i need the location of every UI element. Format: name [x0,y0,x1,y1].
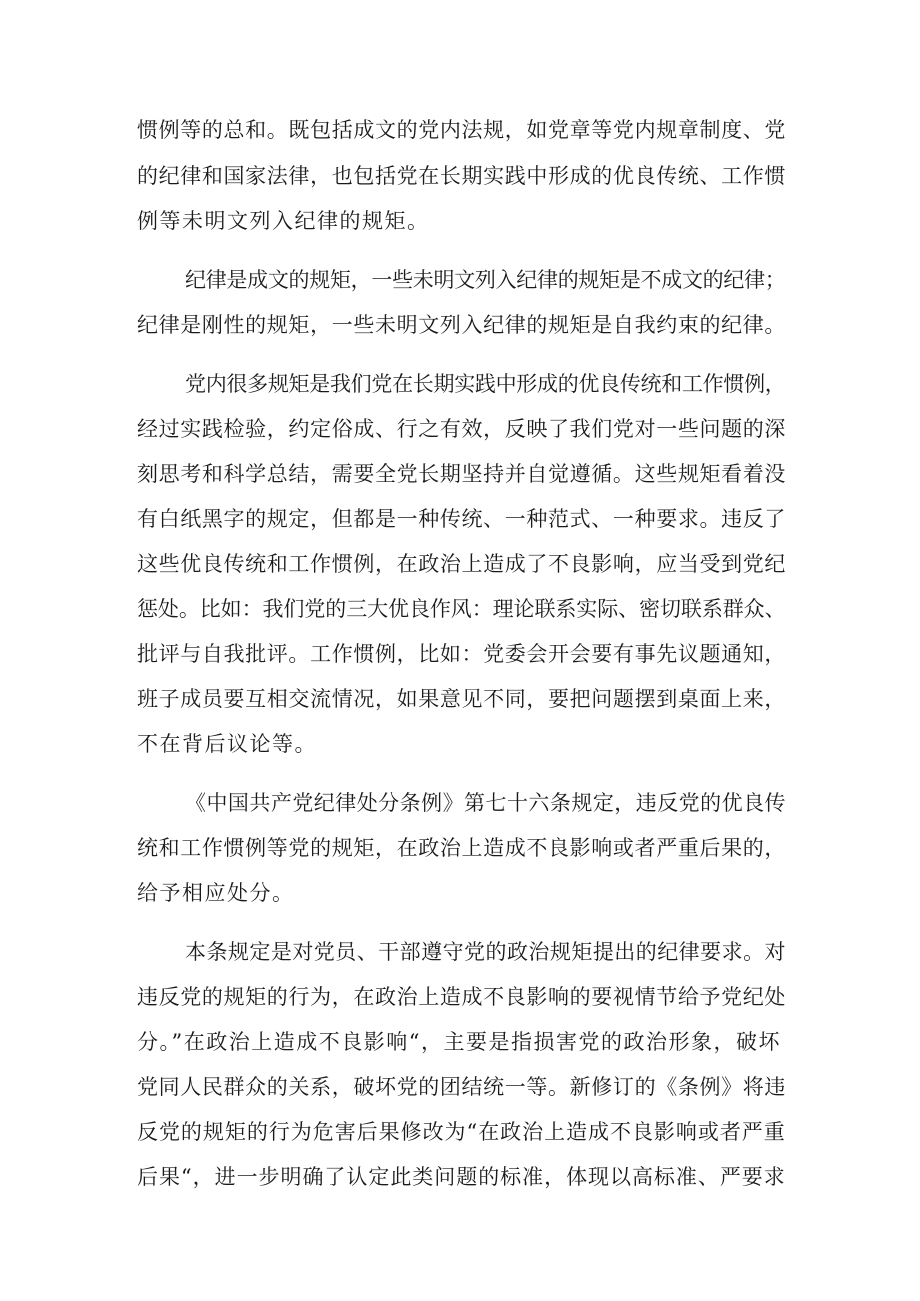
paragraph-3-line-8: 班子成员要互相交流情况，如果意见不同，要把问题摆到桌面上来， [137,687,786,711]
paragraph-5-line-4: 党同人民群众的关系，破坏党的团结统一等。新修订的《条例》将违 [137,1075,786,1099]
paragraph-5-line-1: 本条规定是对党员、干部遵守党的政治规矩提出的纪律要求。对 [185,940,786,964]
paragraph-4-line-3: 给予相应处分。 [137,881,295,905]
paragraph-4-line-2: 统和工作惯例等党的规矩，在政治上造成不良影响或者严重后果的， [137,836,786,860]
paragraph-3-line-1: 党内很多规矩是我们党在长期实践中形成的优良传统和工作惯例， [185,372,786,396]
paragraph-1-line-1: 惯例等的总和。既包括成文的党内法规，如党章等党内规章制度、党 [137,118,786,142]
paragraph-3-line-4: 有白纸黑字的规定，但都是一种传统、一种范式、一种要求。违反了 [137,507,786,531]
paragraph-5-line-3: 分。”在政治上造成不良影响“，主要是指损害党的政治形象，破坏 [137,1030,781,1054]
paragraph-1-line-3: 例等未明文列入纪律的规矩。 [137,209,430,233]
paragraph-5-line-5: 反党的规矩的行为危害后果修改为“在政治上造成不良影响或者严重 [137,1120,786,1144]
paragraph-2-line-2: 纪律是刚性的规矩，一些未明文列入纪律的规矩是自我约束的纪律。 [137,313,786,337]
paragraph-3-line-7: 批评与自我批评。工作惯例，比如：党委会开会要有事先议题通知， [137,642,786,666]
paragraph-5-line-2: 违反党的规矩的行为，在政治上造成不良影响的要视情节给予党纪处 [137,985,786,1009]
paragraph-3-line-3: 刻思考和科学总结，需要全党长期坚持并自觉遵循。这些规矩看着没 [137,462,786,486]
paragraph-3-line-6: 惩处。比如：我们党的三大优良作风：理论联系实际、密切联系群众、 [137,597,786,621]
paragraph-1-line-2: 的纪律和国家法律，也包括党在长期实践中形成的优良传统、工作惯 [137,164,786,188]
paragraph-5-line-6: 后果“，进一步明确了认定此类问题的标准，体现以高标准、严要求 [137,1165,786,1189]
paragraph-3-line-2: 经过实践检验，约定俗成、行之有效，反映了我们党对一些问题的深 [137,417,786,441]
paragraph-3-line-9: 不在背后议论等。 [137,732,317,756]
paragraph-2-line-1: 纪律是成文的规矩，一些未明文列入纪律的规矩是不成文的纪律； [185,268,786,292]
paragraph-3-line-5: 这些优良传统和工作惯例，在政治上造成了不良影响，应当受到党纪 [137,552,786,576]
paragraph-4-line-1: 《中国共产党纪律处分条例》第七十六条规定，违反党的优良传 [185,791,786,815]
